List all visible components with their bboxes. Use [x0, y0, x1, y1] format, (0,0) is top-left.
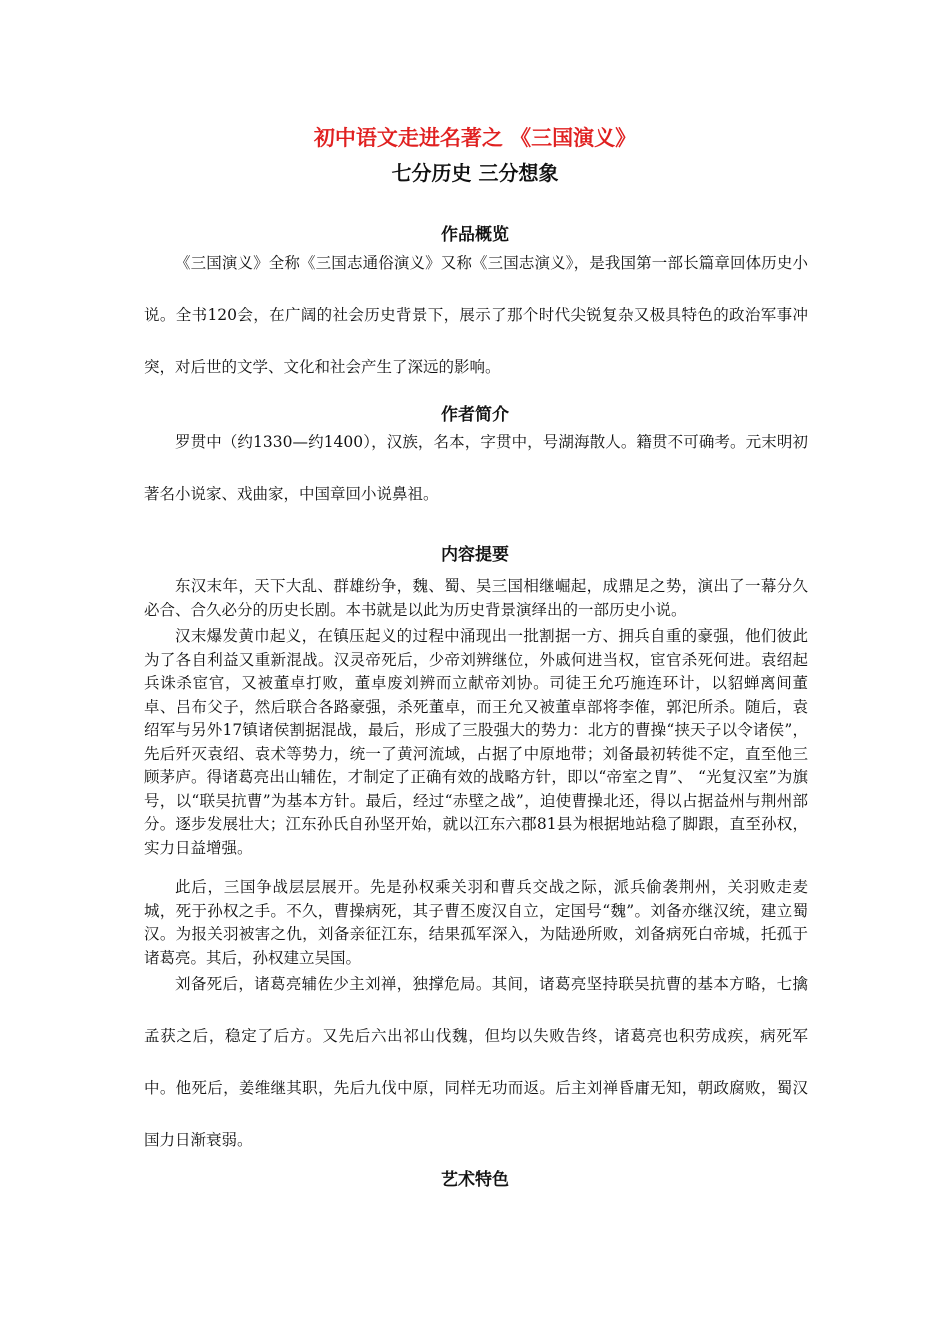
- summary-paragraph-4: 刘备死后，诸葛亮辅佐少主刘禅，独撑危局。其间，诸葛亮坚持联吴抗曹的基本方略，七擒孟获之后，稳定了后方。又先后六出祁山伐魏，但均以失败告终，诸葛亮也积劳成疾，病死军中。他死后，姜维继其职，先后九伐中原，同样无功而返。后主刘禅昏庸无知，朝政腐败，蜀汉国力日渐衰弱。: [144, 975, 808, 1149]
- summary-paragraph-1: 东汉末年，天下大乱、群雄纷争，魏、蜀、吴三国相继崛起，成鼎足之势，演出了一幕分久必合、合久必分的历史长剧。本书就是以此为历史背景演绎出的一部历史小说。: [144, 577, 808, 619]
- overview-paragraph: 《三国演义》全称《三国志通俗演义》又称《三国志演义》，是我国第一部长篇章回体历史小说。全书120会，在广阔的社会历史背景下，展示了那个时代尖锐复杂又极具特色的政治军事冲突，对后世的文学、文化和社会产生了深远的影响。: [144, 254, 808, 376]
- section-heading-author: 作者简介: [441, 405, 509, 425]
- section-heading-overview: 作品概览: [441, 225, 509, 245]
- section-heading-summary: 内容提要: [441, 545, 509, 565]
- document-subtitle: 七分历史 三分想象: [391, 161, 559, 185]
- author-paragraph: 罗贯中（约1330—约1400），汉族，名本，字贯中，号湖海散人。籍贯不可确考。元末明初著名小说家、戏曲家，中国章回小说鼻祖。: [144, 433, 808, 503]
- document-title: 初中语文走进名著之 《三国演义》: [313, 126, 637, 150]
- summary-paragraph-2: 汉末爆发黄巾起义，在镇压起义的过程中涌现出一批割据一方、拥兵自重的豪强，他们彼此为了各自利益又重新混战。汉灵帝死后，少帝刘辨继位，外戚何进当权，宦官杀死何进。袁绍起兵诛杀宦官，又被董卓打败，董卓废刘辨而立献帝刘协。司徒王允巧施连环计，以貂蝉离间董卓、吕布父子，然后联合各路豪强，杀死董卓，而王允又被董卓部将李傕，郭汜所杀。随后，袁绍军与另外17镇诸侯割据混战，最后，形成了三股强大的势力：北方的曹操“挟天子以令诸侯”，先后歼灭袁绍、袁术等势力，统一了黄河流域，占据了中原地带；刘备最初转徙不定，直至他三顾茅庐。得诸葛亮出山辅佐，才制定了正确有效的战略方针，即以“帝室之胄”、 “光复汉室”为旗号，以“联吴抗曹”为基本方针。最后，经过“赤壁之战”，迫使曹操北还，得以占据益州与荆州部分。逐步发展壮大；江东孙氏自孙坚开始，就以江东六郡81县为根据地站稳了脚跟，直至孙权，实力日益增强。: [144, 627, 808, 857]
- section-heading-art: 艺术特色: [441, 1170, 509, 1190]
- summary-paragraph-3: 此后，三国争战层层展开。先是孙权乘关羽和曹兵交战之际，派兵偷袭荆州，关羽败走麦城，死于孙权之手。不久，曹操病死，其子曹丕废汉自立，定国号“魏”。刘备亦继汉统，建立蜀汉。为报关羽被害之仇，刘备亲征江东，结果孤军深入，为陆逊所败，刘备病死白帝城，托孤于诸葛亮。其后，孙权建立吴国。: [144, 878, 808, 967]
